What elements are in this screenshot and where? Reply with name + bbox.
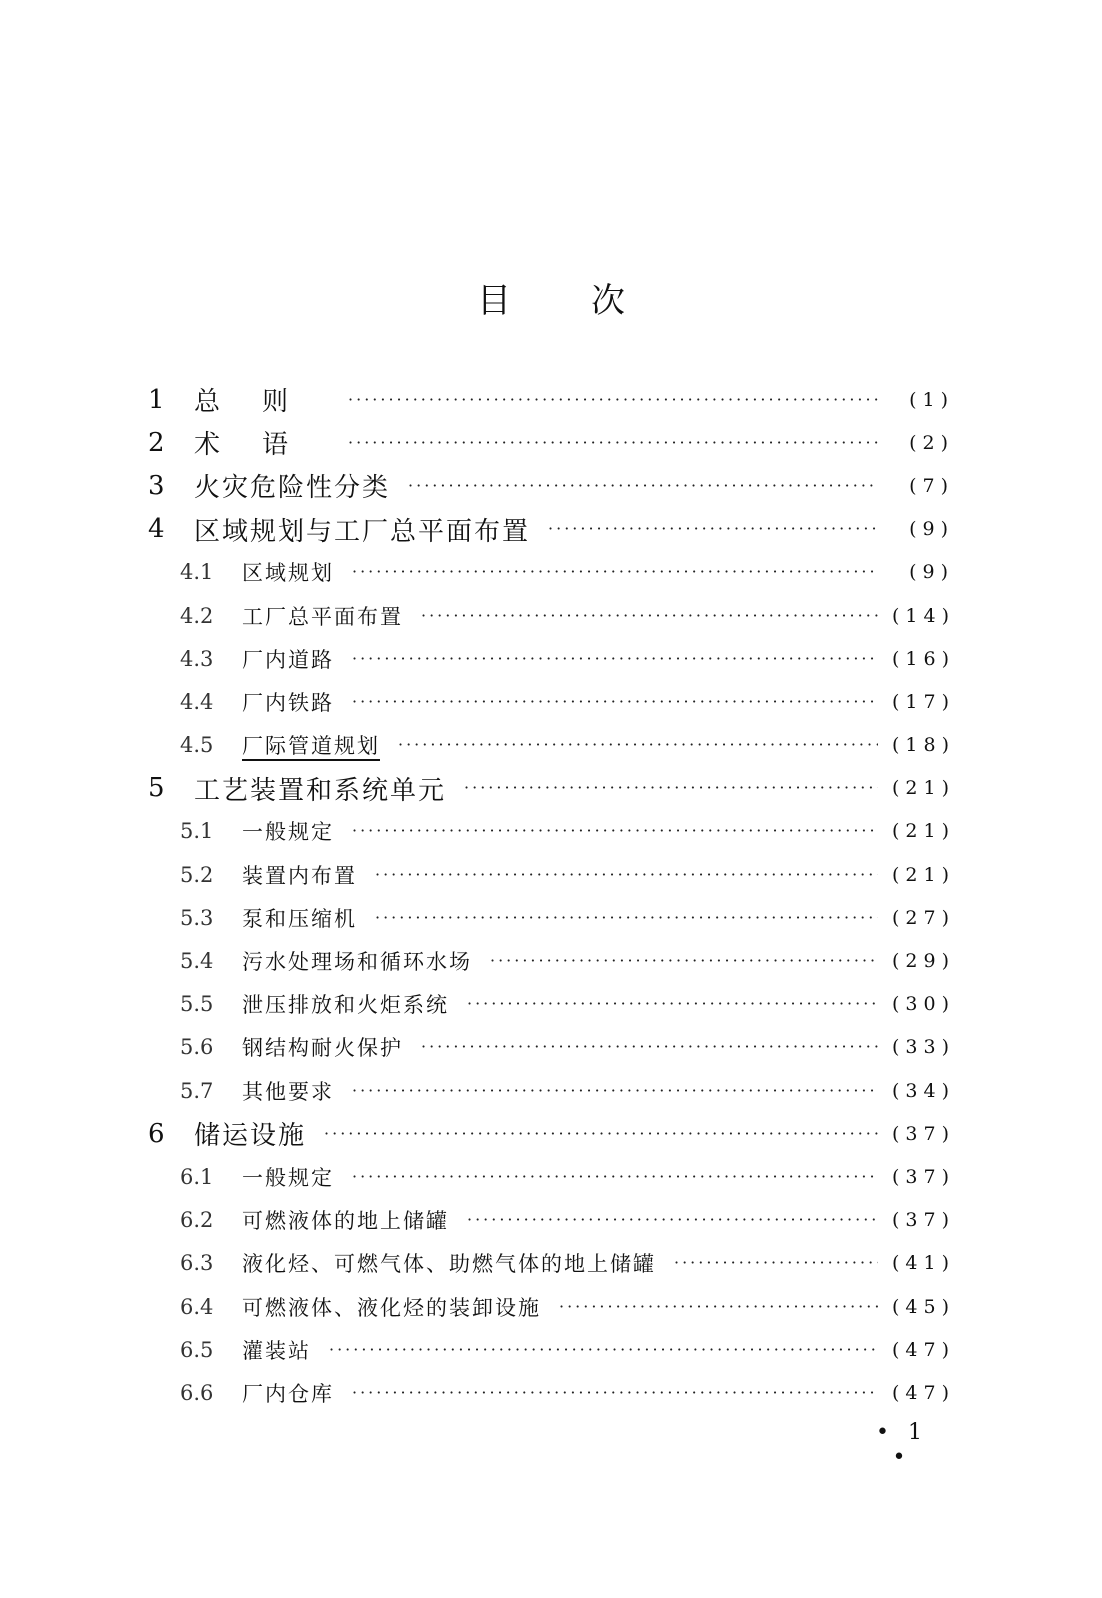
dot-leader — [464, 780, 878, 796]
toc-entry-title: 厂内铁路 — [242, 690, 334, 715]
toc-entry-title: 液化烃、可燃气体、助燃气体的地上储罐 — [242, 1252, 656, 1277]
dot-leader — [467, 1212, 878, 1228]
toc-entry-page: (47) — [892, 1338, 956, 1361]
toc-entry-page: (14) — [892, 604, 956, 627]
table-of-contents — [148, 378, 954, 1415]
toc-entry-number: 6.4 — [180, 1294, 214, 1319]
toc-entry-number: 3 — [148, 470, 165, 501]
toc-entry-title: 泵和压缩机 — [242, 906, 357, 931]
toc-entry-title: 工艺装置和系统单元 — [194, 775, 447, 806]
toc-entry-number: 4 — [148, 514, 165, 545]
toc-entry-page: (17) — [892, 690, 956, 713]
toc-entry-title: 工厂总平面布置 — [242, 604, 403, 629]
toc-entry-number: 1 — [148, 384, 165, 415]
toc-chapter-entry[interactable] — [148, 464, 954, 507]
toc-entry-title: 厂内道路 — [242, 647, 334, 672]
dot-leader — [352, 1083, 878, 1099]
dot-leader — [421, 1039, 878, 1055]
toc-entry-title: 厂内仓库 — [242, 1381, 334, 1406]
toc-entry-page: (18) — [892, 734, 956, 757]
toc-section-entry[interactable] — [148, 1199, 954, 1242]
toc-entry-number: 6.1 — [180, 1164, 214, 1189]
toc-section-entry[interactable] — [148, 1026, 954, 1069]
dot-leader — [352, 651, 878, 667]
toc-entry-page: (47) — [892, 1381, 956, 1404]
toc-entry-page: (37) — [892, 1122, 956, 1145]
dot-leader — [348, 392, 878, 408]
toc-chapter-entry[interactable] — [148, 508, 954, 551]
toc-entry-number: 5.6 — [180, 1035, 214, 1060]
toc-entry-title: 区域规划 — [242, 561, 334, 586]
toc-section-entry[interactable] — [148, 1328, 954, 1371]
toc-entry-number: 5.3 — [180, 905, 214, 930]
toc-entry-title: 其他要求 — [242, 1079, 334, 1104]
toc-entry-title: 术语 — [194, 430, 331, 461]
toc-entry-page: (21) — [892, 777, 956, 800]
toc-entry-title: 一般规定 — [242, 820, 334, 845]
toc-entry-page: (9) — [909, 561, 954, 584]
toc-entry-page: (1) — [909, 388, 954, 411]
toc-section-entry[interactable] — [148, 680, 954, 723]
toc-section-entry[interactable] — [148, 853, 954, 896]
dot-leader — [324, 1126, 878, 1142]
toc-entry-title: 可燃液体、液化烃的装卸设施 — [242, 1295, 541, 1320]
toc-entry-number: 4.3 — [180, 646, 214, 671]
toc-entry-title: 总则 — [194, 387, 331, 418]
toc-entry-number: 5.5 — [180, 992, 214, 1017]
toc-entry-number: 4.4 — [180, 689, 214, 714]
toc-chapter-entry[interactable] — [148, 1112, 954, 1155]
dot-leader — [467, 996, 878, 1012]
toc-entry-title: 泄压排放和火炬系统 — [242, 993, 449, 1018]
toc-entry-number: 6.3 — [180, 1251, 214, 1276]
toc-entry-page: (27) — [892, 906, 956, 929]
dot-leader — [352, 1169, 878, 1185]
toc-entry-page: (7) — [909, 474, 954, 497]
dot-leader — [352, 694, 878, 710]
dot-leader — [352, 823, 878, 839]
page-number: • 1 • — [876, 1420, 928, 1470]
toc-section-entry[interactable] — [148, 724, 954, 767]
toc-entry-title: 火灾危险性分类 — [194, 473, 391, 504]
dot-leader — [674, 1255, 878, 1271]
toc-entry-page: (21) — [892, 820, 956, 843]
toc-section-entry[interactable] — [148, 551, 954, 594]
toc-entry-page: (37) — [892, 1165, 956, 1188]
toc-entry-title: 厂际管道规划 — [242, 734, 380, 759]
toc-entry-page: (21) — [892, 863, 956, 886]
toc-entry-title: 可燃液体的地上储罐 — [242, 1209, 449, 1234]
toc-entry-number: 4.1 — [180, 560, 214, 585]
dot-leader — [559, 1299, 878, 1315]
dot-leader — [375, 867, 878, 883]
toc-section-entry[interactable] — [148, 637, 954, 680]
toc-entry-page: (34) — [892, 1079, 956, 1102]
toc-entry-number: 5.7 — [180, 1078, 214, 1103]
dot-leader — [421, 608, 878, 624]
toc-entry-number: 6.6 — [180, 1380, 214, 1405]
dot-leader — [408, 478, 878, 494]
toc-entry-number: 6.5 — [180, 1337, 214, 1362]
toc-section-entry[interactable] — [148, 1285, 954, 1328]
toc-section-entry[interactable] — [148, 810, 954, 853]
dot-leader — [352, 1385, 878, 1401]
toc-entry-number: 6 — [148, 1118, 165, 1149]
toc-entry-title: 污水处理场和循环水场 — [242, 950, 472, 975]
toc-section-entry[interactable] — [148, 939, 954, 982]
toc-entry-title: 装置内布置 — [242, 863, 357, 888]
toc-entry-number: 5.2 — [180, 862, 214, 887]
toc-entry-title: 区域规划与工厂总平面布置 — [194, 516, 531, 547]
dot-leader — [490, 953, 878, 969]
dot-leader — [548, 521, 878, 537]
toc-chapter-entry[interactable] — [148, 421, 954, 464]
toc-entry-number: 2 — [148, 427, 165, 458]
toc-section-entry[interactable] — [148, 1069, 954, 1112]
toc-entry-number: 5 — [148, 773, 165, 804]
toc-entry-page: (2) — [909, 431, 954, 454]
toc-section-entry[interactable] — [148, 1371, 954, 1414]
toc-section-entry[interactable] — [148, 1242, 954, 1285]
dot-leader — [398, 737, 878, 753]
toc-entry-page: (30) — [892, 993, 956, 1016]
toc-entry-number: 6.2 — [180, 1208, 214, 1233]
toc-section-entry[interactable] — [148, 1155, 954, 1198]
dot-leader — [329, 1342, 878, 1358]
toc-entry-number: 4.5 — [180, 733, 214, 758]
toc-entry-page: (45) — [892, 1295, 956, 1318]
toc-entry-title: 一般规定 — [242, 1165, 334, 1190]
toc-entry-page: (16) — [892, 647, 956, 670]
dot-leader — [375, 910, 878, 926]
dot-leader — [348, 435, 878, 451]
toc-chapter-entry[interactable] — [148, 767, 954, 810]
toc-entry-title: 灌装站 — [242, 1338, 311, 1363]
toc-chapter-entry[interactable] — [148, 378, 954, 421]
dot-leader — [352, 564, 878, 580]
toc-entry-page: (33) — [892, 1036, 956, 1059]
toc-entry-page: (41) — [892, 1252, 956, 1275]
toc-section-entry[interactable] — [148, 983, 954, 1026]
toc-entry-title: 储运设施 — [194, 1121, 307, 1152]
toc-entry-number: 5.4 — [180, 949, 214, 974]
toc-entry-page: (37) — [892, 1209, 956, 1232]
page-title: 目次 — [477, 280, 705, 321]
toc-entry-number: 5.1 — [180, 819, 214, 844]
toc-entry-number: 4.2 — [180, 603, 214, 628]
toc-entry-page: (29) — [892, 950, 956, 973]
toc-section-entry[interactable] — [148, 896, 954, 939]
toc-entry-title: 钢结构耐火保护 — [242, 1036, 403, 1061]
toc-section-entry[interactable] — [148, 594, 954, 637]
toc-entry-page: (9) — [909, 518, 954, 541]
